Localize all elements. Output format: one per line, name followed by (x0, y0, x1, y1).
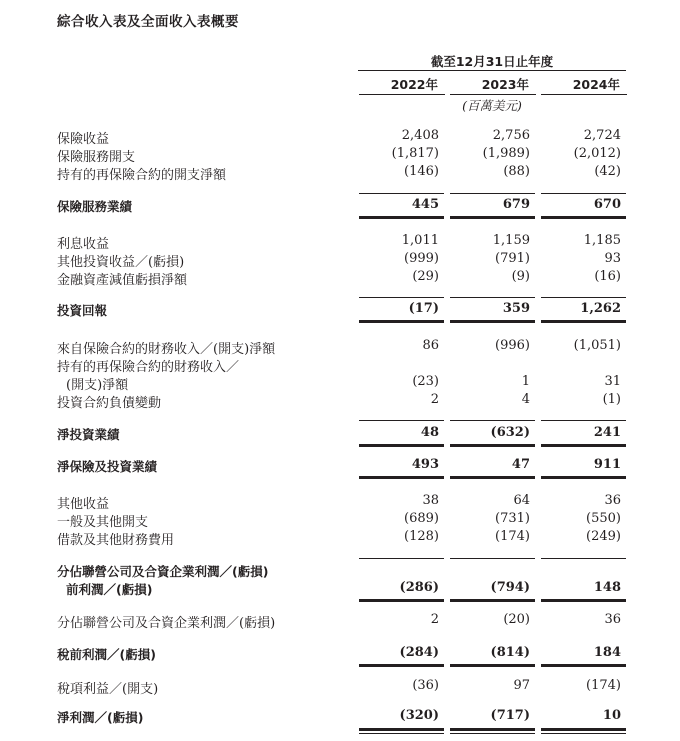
row-label: 淨利潤／(虧損) (57, 710, 144, 725)
cell-2023: (88) (503, 164, 530, 179)
year-underline (450, 94, 536, 95)
subtotal-rule (541, 558, 626, 559)
cell-2023: 1,159 (492, 233, 530, 248)
cell-2024: 36 (604, 493, 621, 508)
year-underline (359, 94, 445, 95)
table-row (0, 425, 680, 443)
row-label: 稅前利潤／(虧損) (57, 647, 156, 662)
table-row (0, 251, 680, 269)
cell-2023: 679 (502, 197, 530, 212)
row-label: 前利潤／(虧損) (66, 582, 153, 597)
cell-2022: 38 (422, 493, 439, 508)
cell-2023: (791) (495, 251, 530, 266)
row-label: 持有的再保險合約的開支淨額 (57, 168, 227, 183)
cell-2023: (717) (490, 708, 530, 723)
table-row (0, 392, 680, 410)
table-row (0, 612, 680, 630)
cell-2023: 4 (521, 392, 530, 407)
cell-2024: (1,051) (573, 338, 621, 353)
cell-2024: (16) (594, 269, 621, 284)
total-rule (359, 599, 444, 602)
table-row (0, 146, 680, 164)
row-label: 稅項利益／(開支) (57, 682, 159, 697)
cell-2022: 445 (411, 197, 439, 212)
cell-2023: 2,756 (492, 128, 530, 143)
total-rule (450, 476, 535, 479)
total-rule (541, 664, 626, 667)
row-label: 保險服務開支 (57, 150, 136, 165)
table-row (0, 580, 680, 598)
cell-2022: (689) (404, 511, 439, 526)
total-rule (450, 444, 535, 447)
total-rule (450, 599, 535, 602)
total-rule (450, 728, 535, 731)
cell-2022: (284) (399, 645, 439, 660)
cell-2022: (29) (412, 269, 439, 284)
cell-2023: (794) (490, 580, 530, 595)
row-label: 金融資產減值虧損淨額 (57, 273, 188, 288)
cell-2024: (42) (594, 164, 621, 179)
page-title: 綜合收入表及全面收入表概要 (57, 14, 239, 30)
cell-2022: (146) (404, 164, 439, 179)
cell-2022: (320) (399, 708, 439, 723)
period-header: 截至12月31日止年度 (430, 54, 554, 69)
cell-2022: 86 (422, 338, 439, 353)
table-row (0, 197, 680, 215)
cell-2024: (249) (586, 529, 621, 544)
subtotal-rule (450, 558, 535, 559)
double-total-rule (541, 733, 626, 734)
cell-2023: (20) (503, 612, 530, 627)
row-label: 利息收益 (57, 237, 110, 252)
subtotal-rule (541, 193, 626, 194)
cell-2023: (996) (495, 338, 530, 353)
row-label: 投資回報 (57, 303, 108, 318)
table-row (0, 678, 680, 696)
double-total-rule (359, 733, 444, 734)
subtotal-rule (450, 420, 535, 421)
cell-2022: 48 (420, 425, 439, 440)
subtotal-rule (541, 420, 626, 421)
table-row (0, 164, 680, 182)
subtotal-rule (359, 193, 444, 194)
cell-2022: 1,011 (401, 233, 439, 248)
total-rule (359, 444, 444, 447)
header-divider (358, 70, 626, 71)
cell-2022: (36) (412, 678, 439, 693)
table-row (0, 511, 680, 529)
table-row (0, 708, 680, 726)
table-row (0, 128, 680, 146)
row-label: 其他收益 (57, 497, 110, 512)
row-label: 保險服務業績 (57, 199, 133, 214)
cell-2024: 911 (593, 457, 621, 472)
cell-2022: (128) (404, 529, 439, 544)
subtotal-rule (450, 193, 535, 194)
cell-2023: 47 (511, 457, 530, 472)
row-label: 持有的再保險合約的財務收入／ (57, 360, 240, 375)
cell-2024: 1,262 (580, 301, 621, 316)
row-label: (開支)淨額 (66, 378, 129, 393)
cell-2023: (174) (495, 529, 530, 544)
cell-2024: 93 (604, 251, 621, 266)
cell-2024: 36 (604, 612, 621, 627)
cell-2024: 670 (593, 197, 621, 212)
cell-2022: 493 (411, 457, 439, 472)
table-row (0, 562, 680, 580)
total-rule (541, 476, 626, 479)
row-label: 分佔聯營公司及合資企業利潤／(虧損) (57, 564, 269, 579)
row-label: 來自保險合約的財務收入／(開支)淨額 (57, 342, 276, 357)
total-rule (359, 664, 444, 667)
total-rule (359, 728, 444, 731)
row-label: 其他投資收益／(虧損) (57, 255, 185, 270)
cell-2024: 184 (593, 645, 621, 660)
table-row (0, 356, 680, 374)
cell-2023: (632) (490, 425, 530, 440)
cell-2024: 241 (593, 425, 621, 440)
total-rule (541, 216, 626, 219)
row-label: 投資合約負債變動 (57, 396, 162, 411)
table-row (0, 374, 680, 392)
total-rule (359, 216, 444, 219)
table-row (0, 529, 680, 547)
subtotal-rule (541, 297, 626, 298)
cell-2022: (999) (404, 251, 439, 266)
table-row (0, 457, 680, 475)
total-rule (541, 444, 626, 447)
cell-2022: 2,408 (401, 128, 439, 143)
cell-2022: 2 (430, 612, 439, 627)
cell-2024: 1,185 (583, 233, 621, 248)
table-row (0, 233, 680, 251)
cell-2022: (23) (412, 374, 439, 389)
cell-2024: (1) (602, 392, 621, 407)
table-row (0, 301, 680, 319)
year-underline (541, 94, 627, 95)
table-row (0, 645, 680, 663)
cell-2022: 2 (430, 392, 439, 407)
total-rule (541, 599, 626, 602)
total-rule (359, 320, 444, 323)
double-total-rule (450, 733, 535, 734)
cell-2023: (731) (495, 511, 530, 526)
unit-label: (百萬美元) (462, 98, 522, 113)
cell-2022: (286) (399, 580, 439, 595)
cell-2023: 97 (513, 678, 530, 693)
year-2023-header: 2023年 (481, 77, 529, 92)
cell-2024: (550) (586, 511, 621, 526)
cell-2023: 64 (513, 493, 530, 508)
cell-2022: (1,817) (391, 146, 439, 161)
total-rule (450, 664, 535, 667)
row-label: 借款及其他財務費用 (57, 533, 175, 548)
table-row (0, 269, 680, 287)
total-rule (541, 728, 626, 731)
year-2022-header: 2022年 (390, 77, 438, 92)
cell-2024: 10 (602, 708, 621, 723)
subtotal-rule (359, 297, 444, 298)
cell-2023: (1,989) (482, 146, 530, 161)
cell-2024: (174) (586, 678, 621, 693)
total-rule (450, 216, 535, 219)
row-label: 淨保險及投資業績 (57, 459, 158, 474)
row-label: 一般及其他開支 (57, 515, 149, 530)
subtotal-rule (450, 297, 535, 298)
cell-2022: (17) (408, 301, 439, 316)
cell-2024: 31 (604, 374, 621, 389)
cell-2024: (2,012) (573, 146, 621, 161)
total-rule (359, 476, 444, 479)
cell-2023: (9) (511, 269, 530, 284)
total-rule (541, 320, 626, 323)
total-rule (450, 320, 535, 323)
cell-2024: 148 (593, 580, 621, 595)
cell-2023: 1 (521, 374, 530, 389)
table-row (0, 493, 680, 511)
row-label: 分佔聯營公司及合資企業利潤／(虧損) (57, 616, 276, 631)
cell-2023: 359 (502, 301, 530, 316)
table-row (0, 338, 680, 356)
cell-2023: (814) (490, 645, 530, 660)
row-label: 保險收益 (57, 132, 110, 147)
subtotal-rule (359, 558, 444, 559)
subtotal-rule (359, 420, 444, 421)
row-label: 淨投資業績 (57, 427, 120, 442)
year-2024-header: 2024年 (572, 77, 620, 92)
cell-2024: 2,724 (583, 128, 621, 143)
